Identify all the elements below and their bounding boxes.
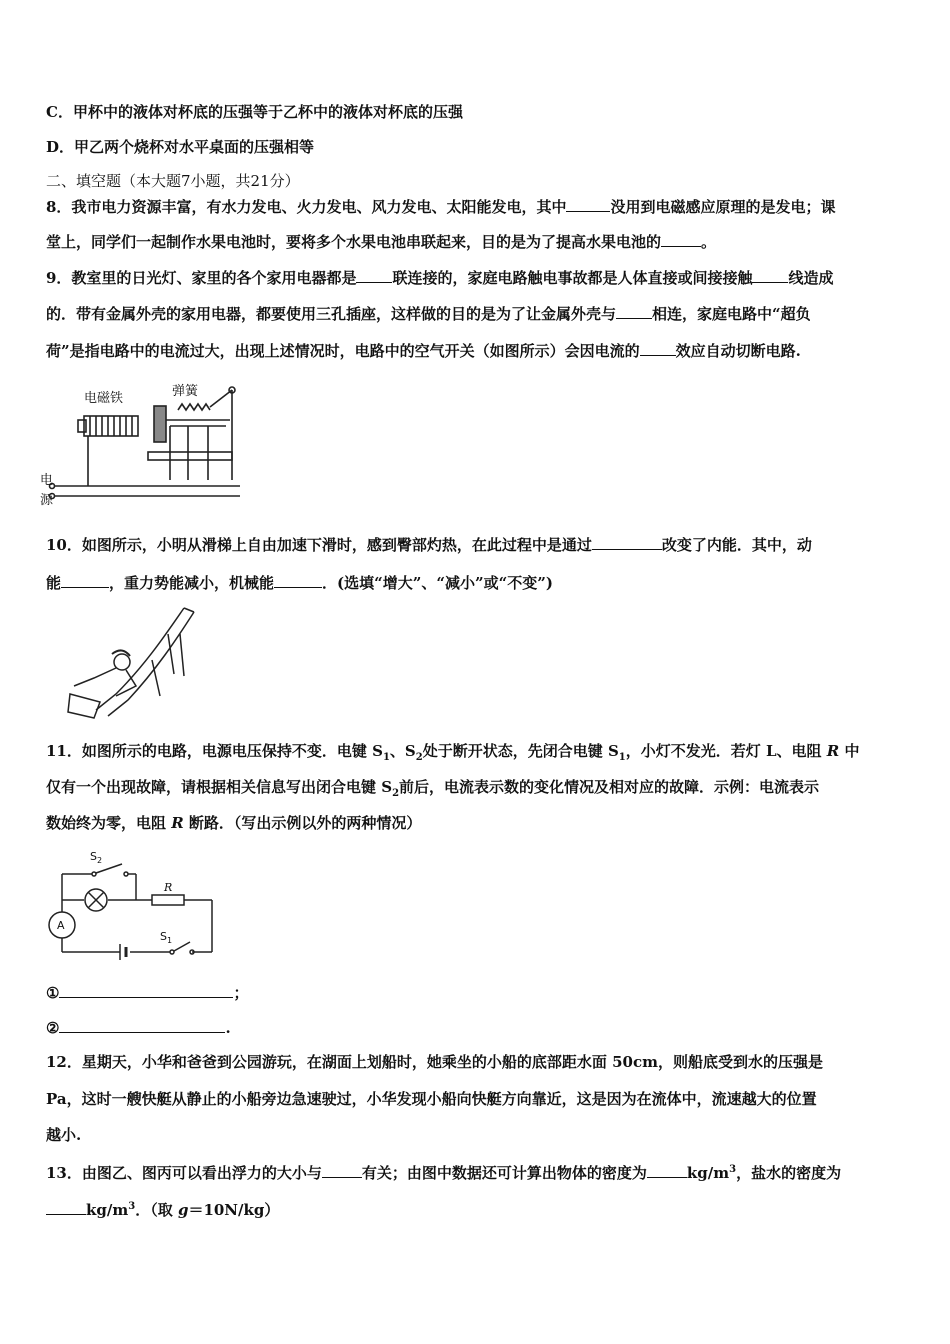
q9-line3: 荷”是指电路中的电流过大，出现上述情况时，电路中的空气开关（如图所示）会因电流的 效应自动切断电路. bbox=[46, 342, 801, 360]
q10-blank3[interactable] bbox=[274, 573, 322, 588]
label-s1: $S_1$ bbox=[160, 930, 173, 945]
label-r: R bbox=[164, 881, 173, 894]
q13-line2: $kg/m^3$．（取 g＝10N/kg） bbox=[46, 1197, 279, 1220]
q12-line2: Pa，这时一艘快艇从静止的小船旁边急速驶过，小华发现小船向快艇方向靠近，这是因为在流体中，流速越大的位置 bbox=[46, 1090, 817, 1108]
q10-blank2[interactable] bbox=[61, 573, 109, 588]
label-power-2: 源 bbox=[40, 493, 54, 508]
q12-line1: 12．星期天，小华和爸爸到公园游玩，在湖面上划船时，她乘坐的小船的底部距水面 50cm，则船底受到水的压强是 bbox=[46, 1053, 823, 1071]
q9-blank4[interactable] bbox=[640, 341, 676, 356]
q11-answer-1: ① ； bbox=[46, 984, 249, 1002]
q8-line2: 堂上，同学们一起制作水果电池时，要将多个水果电池串联起来，目的是为了提高水果电池的 。 bbox=[46, 233, 717, 251]
option-d: D．甲乙两个烧杯对水平桌面的压强相等 bbox=[46, 138, 315, 156]
label-ammeter: A bbox=[57, 919, 65, 932]
q10-line1: 10．如图所示，小明从滑梯上自由加速下滑时，感到臀部灼热，在此过程中是通过 改变了内能．其中，动 bbox=[46, 536, 812, 554]
q8-blank2[interactable] bbox=[661, 232, 701, 247]
q11-line2: 仅有一个出现故障，请根据相关信息写出闭合电键 $S_2$前后，电流表示数的变化情况及相对应的故障．示例：电流表示 bbox=[46, 778, 820, 799]
label-s2: $S_2$ bbox=[90, 850, 103, 865]
q10-blank1[interactable] bbox=[592, 535, 662, 550]
q13-blank1[interactable] bbox=[322, 1163, 362, 1178]
q11-answer-2: ② . bbox=[46, 1019, 231, 1037]
q13-blank3[interactable] bbox=[46, 1200, 86, 1215]
q10-line2: 能 ，重力势能减小，机械能 ．(选填“增大”、“减小”或“不变”) bbox=[46, 574, 553, 592]
label-electromagnet: 电磁铁 bbox=[84, 391, 124, 406]
label-power-1: 电 bbox=[40, 473, 54, 488]
option-c: C．甲杯中的液体对杯底的压强等于乙杯中的液体对杯底的压强 bbox=[46, 103, 463, 121]
q8-blank1[interactable] bbox=[566, 197, 610, 212]
section-heading: 二、填空题（本大题7小题，共21分） bbox=[46, 172, 300, 190]
slide-figure bbox=[56, 604, 196, 724]
q9-blank2[interactable] bbox=[752, 268, 788, 283]
q11-line1: 11．如图所示的电路，电源电压保持不变．电键 $S_1$、$S_2$处于断开状态，先闭合电键 $S_1$，小灯不发光．若灯 L、电阻 R 中 bbox=[46, 742, 860, 763]
q9-line2: 的．带有金属外壳的家用电器，都要使用三孔插座，这样做的目的是为了让金属外壳与 相连，家庭电路中“超负 bbox=[46, 305, 811, 323]
label-spring: 弹簧 bbox=[172, 384, 199, 399]
q12-line3: 越小. bbox=[46, 1126, 82, 1144]
q9-line1: 9．教室里的日光灯、家里的各个家用电器都是 联连接的，家庭电路触电事故都是人体直接或间接接触 线造成 bbox=[46, 269, 834, 287]
air-switch-figure bbox=[40, 380, 250, 510]
q11-line3: 数始终为零，电阻 R 断路．（写出示例以外的两种情况） bbox=[46, 814, 422, 832]
q9-blank1[interactable] bbox=[356, 268, 392, 283]
q11-answer-blank2[interactable] bbox=[59, 1018, 225, 1033]
q9-blank3[interactable] bbox=[616, 304, 652, 319]
circuit-figure bbox=[40, 846, 220, 964]
q13-blank2[interactable] bbox=[647, 1163, 687, 1178]
q11-answer-blank1[interactable] bbox=[59, 983, 233, 998]
q8-line1: 8．我市电力资源丰富，有水力发电、火力发电、风力发电、太阳能发电，其中 没用到电磁感应原理的是发电；课 bbox=[46, 198, 836, 216]
q13-line1: 13．由图乙、图丙可以看出浮力的大小与 有关；由图中数据还可计算出物体的密度为 $kg/m^3$，盐水的密度为 bbox=[46, 1164, 842, 1182]
